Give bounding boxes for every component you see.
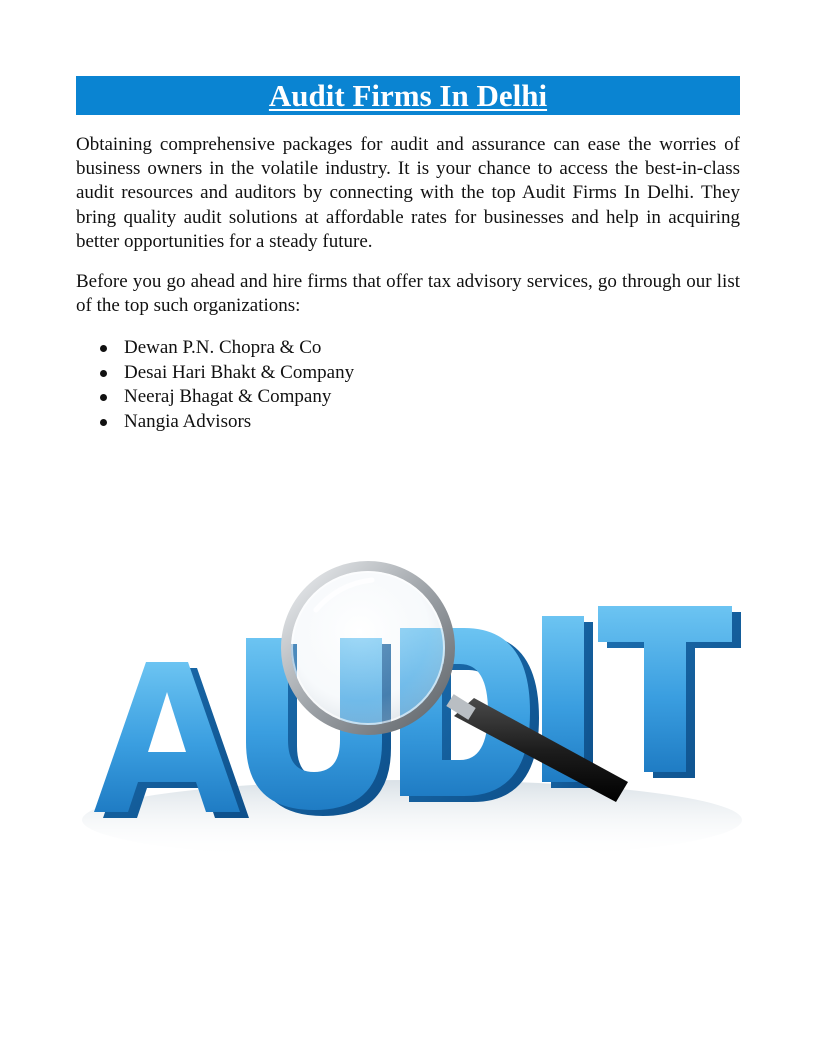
list-intro-paragraph: Before you go ahead and hire firms that offer tax advisory services, go through our list of the top such organizations: — [76, 271, 740, 317]
list-item — [100, 410, 740, 435]
bullet-icon — [100, 419, 107, 426]
bullet-icon — [100, 394, 107, 401]
list-item — [100, 385, 740, 410]
title-bar — [76, 76, 740, 115]
firm-name: Neeraj Bhagat & Company — [124, 386, 332, 408]
audit-illustration — [76, 520, 748, 940]
bullet-icon — [100, 345, 107, 352]
firm-name: Desai Hari Bhakt & Company — [124, 361, 355, 383]
firms-list — [76, 336, 740, 434]
list-item — [100, 336, 740, 361]
document-page — [76, 76, 740, 434]
firm-name: Dewan P.N. Chopra & Co — [124, 337, 322, 359]
page-title: Audit Firms In Delhi — [268, 78, 548, 113]
list-item — [100, 361, 740, 386]
intro-paragraph: Obtaining comprehensive packages for audit and assurance can ease the worries of business owners in the volatile industry. It is your chance to access the best-in-class audit resources and auditors by connecting with the top Audit Firms In Delhi. They bring quality audit solutions at affordable rates for businesses and help in acquiring better opportunities for a steady future. — [76, 134, 740, 252]
firm-name: Nangia Advisors — [124, 410, 252, 432]
bullet-icon — [100, 370, 107, 377]
letter-t — [598, 606, 741, 778]
